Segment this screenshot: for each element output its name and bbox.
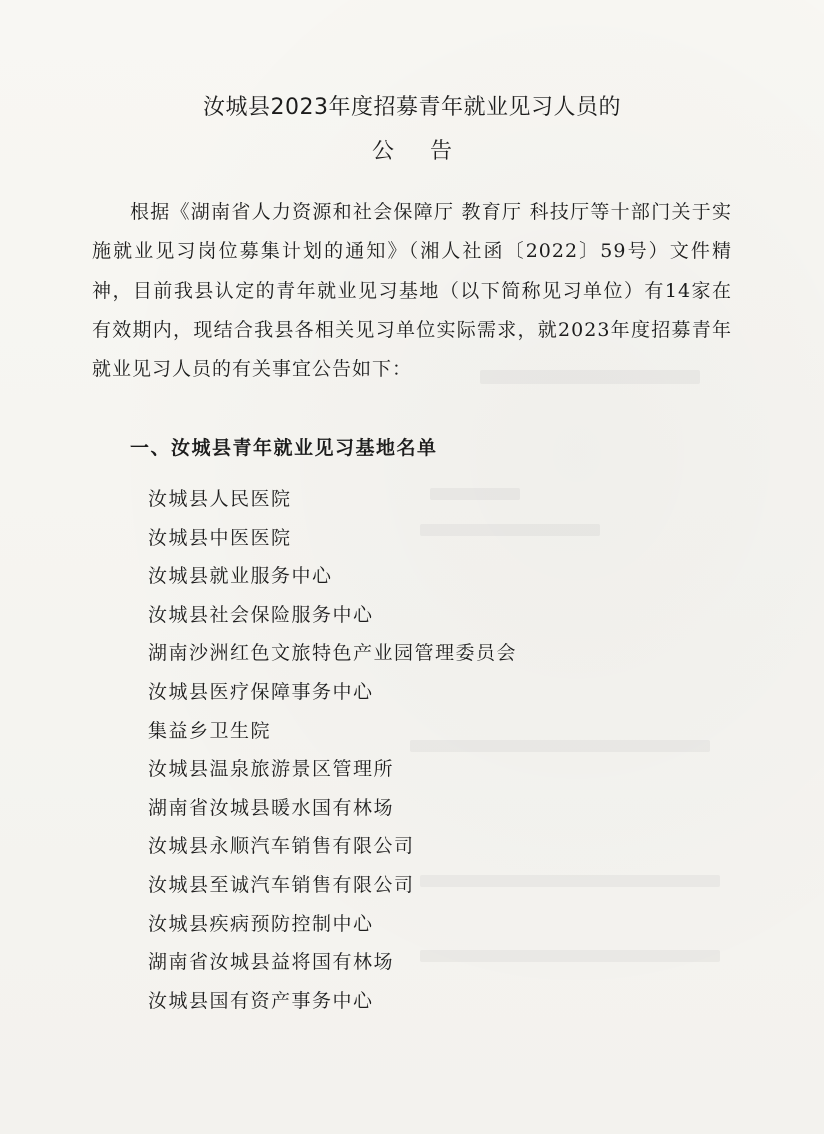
list-item: 汝城县社会保险服务中心 <box>148 603 374 626</box>
intro-paragraph: 根据《湖南省人力资源和社会保障厅 教育厅 科技厅等十部门关于实施就业见习岗位募集计划的通知》（湘人社函〔2022〕59号）文件精神，目前我县认定的青年就业见习基地（以下简称见习单位）有14家在有效期内，现结合我县各相关见习单位实际需求，就2023年度招募青年就业见习人员的有关事宜公告如下： <box>92 201 732 381</box>
list-item: 集益乡卫生院 <box>148 719 272 742</box>
list-item: 湖南省汝城县益将国有林场 <box>148 951 395 974</box>
section-heading-base-list: 一、汝城县青年就业见习基地名单 <box>130 437 438 459</box>
list-item: 汝城县中医医院 <box>148 526 292 549</box>
list-item: 湖南省汝城县暖水国有林场 <box>148 796 395 819</box>
list-item: 汝城县医疗保障事务中心 <box>148 680 374 703</box>
notice-title-line-2: 公告 <box>371 139 488 164</box>
list-item: 汝城县温泉旅游景区管理所 <box>148 758 395 781</box>
list-item: 汝城县国有资产事务中心 <box>148 989 374 1012</box>
base-list <box>148 480 517 1020</box>
list-item: 汝城县至诚汽车销售有限公司 <box>148 873 415 896</box>
list-item: 汝城县疾病预防控制中心 <box>148 912 374 935</box>
list-item: 湖南沙洲红色文旅特色产业园管理委员会 <box>148 642 518 665</box>
list-item: 汝城县人民医院 <box>148 488 292 510</box>
list-item: 汝城县就业服务中心 <box>148 565 333 588</box>
notice-title-line-1: 汝城县2023年度招募青年就业见习人员的 <box>203 95 621 120</box>
list-item: 汝城县永顺汽车销售有限公司 <box>148 835 415 858</box>
